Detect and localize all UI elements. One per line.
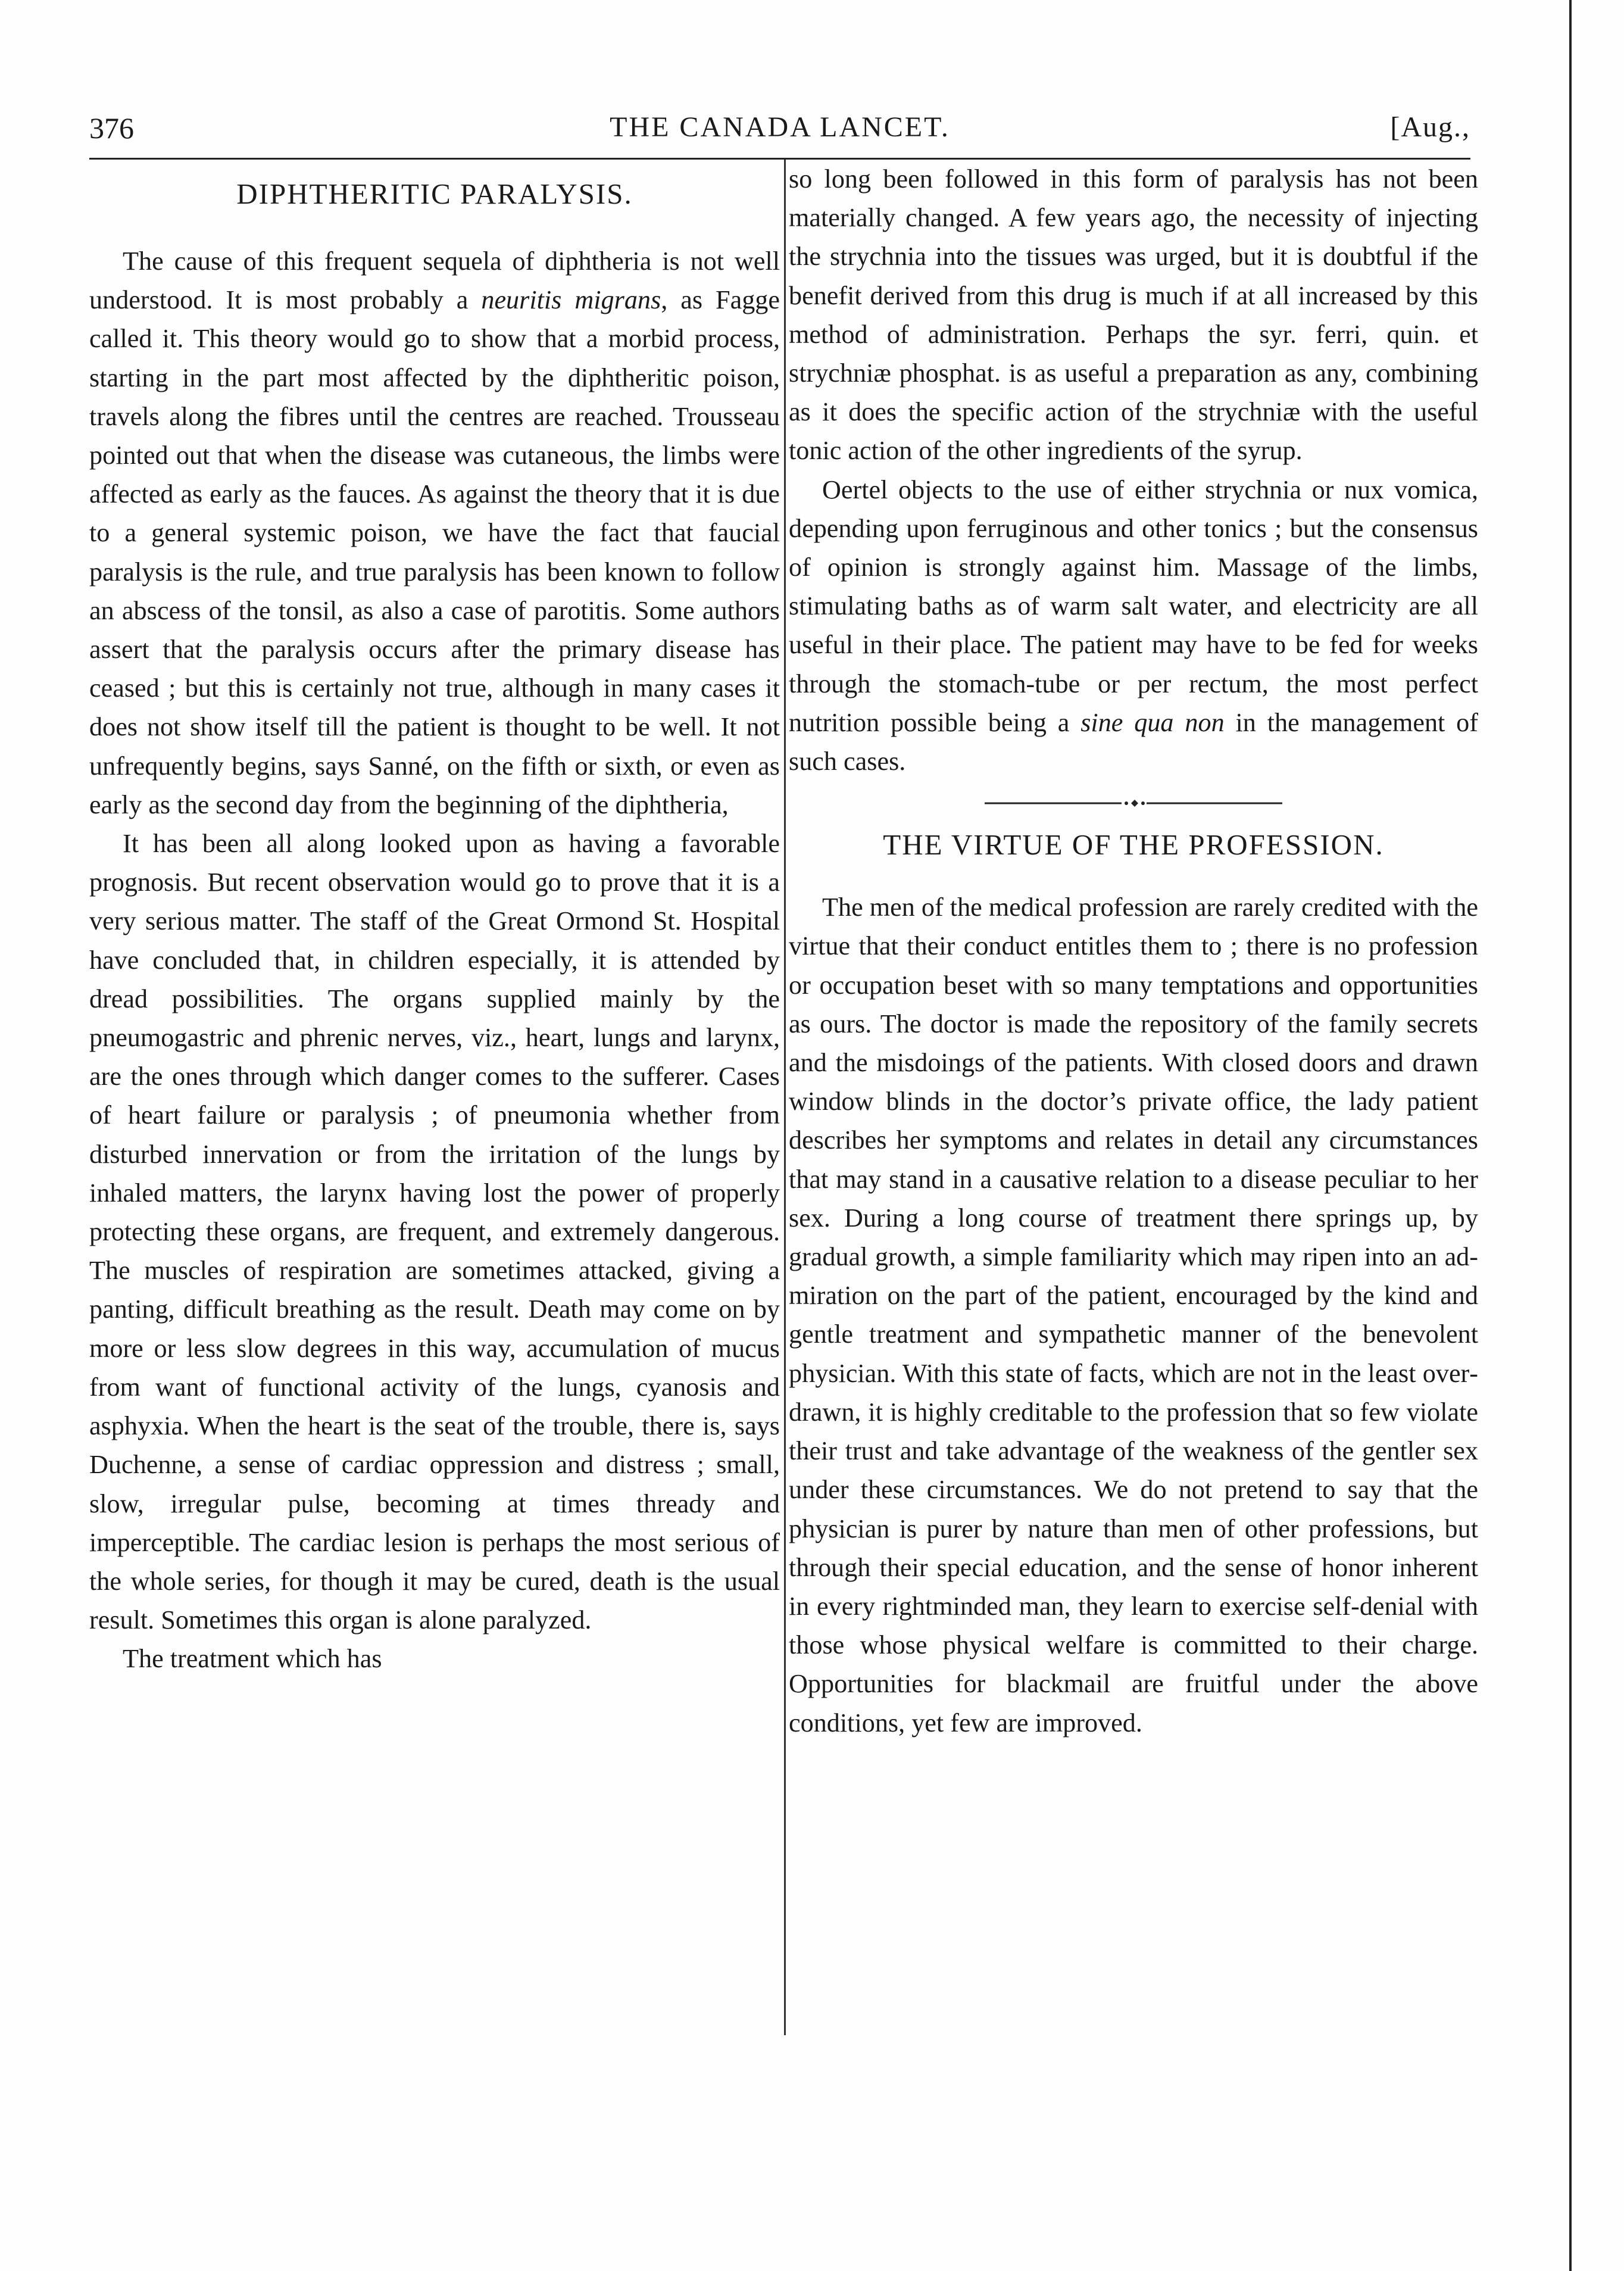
- paragraph: The men of the medical profession are rarely credited with the virtue that their conduct entitles them to ; there is no profession or occupation beset with so many temptations and opportunities as ours. The doctor is made the repository of the family secrets and the misdoings of the patients. With closed doors and drawn window blinds in the doctor’s private office, the lady patient describes her symptoms and relates in detail any circumstances that may stand in a causative relation to a disease peculiar to her sex. During a long course of treatment there springs up, by gradual growth, a simple familiarity which may ripen into an admiration on the part of the patient, encouraged by the kind and gentle treatment and sympathetic manner of the benevolent physician. With this state of facts, which are not in the least overdrawn, it is highly creditable to the profession that so few violate their trust and take advantage of the weakness of the gentler sex under these circumstances. We do not pretend to say that the physician is purer by nature than men of other professions, but through their special education, and the sense of honor inherent in every rightminded man, they learn to exercise self-denial with those whose physical welfare is committed to their charge. Opportunities for blackmail are fruitful under the above conditions, yet few are improved.: [789, 893, 1478, 1737]
- article-title-virtue-of-profession: THE VIRTUE OF THE PROFESSION.: [883, 828, 1384, 862]
- italic-phrase: neuritis migrans: [481, 285, 661, 315]
- italic-phrase: sine qua non: [1080, 707, 1225, 737]
- column-divider: [784, 160, 786, 2035]
- page-number: 376: [89, 111, 134, 145]
- right-column: [789, 160, 1478, 1742]
- binding-edge-rule: [1569, 0, 1572, 2271]
- article-title-diphtheritic-paralysis: DIPHTHERITIC PARALYSIS.: [236, 177, 633, 210]
- issue-label: [Aug.,: [1390, 111, 1470, 143]
- left-column: [89, 160, 780, 1679]
- journal-title: THE CANADA LANCET.: [610, 111, 950, 143]
- section-divider-ornament: [985, 797, 1282, 809]
- paragraph: Oertel objects to the use of either strychnia or nux vomica, depending upon ferruginous and other tonics ; but the consensus of opinion is strongly against him. Massage of the limbs, stimulating baths as of warm salt water, and electricity are all useful in their place. The patient may have to be fed for weeks through the stomach-tube or per rectum, the most perfect nutrition possible being a sine qua non in the management of such cases.: [789, 475, 1478, 776]
- running-header: [89, 111, 1470, 158]
- paragraph: It has been all along looked upon as having a favorable prognosis. But recent observation would go to prove that it is a very serious matter. The staff of the Great Ormond St. Hospital have concluded that, in children especially, it is attended by dread possibilities. The organs supplied mainly by the pneumogastric and phrenic nerves, viz., heart, lungs and larynx, are the ones through which danger comes to the sufferer. Cases of heart failure or paralysis ; of pneumonia whether from disturbed innervation or from the irritation of the lungs by inhaled matters, the larynx having lost the power of properly protecting these organs, are frequent, and extremely dangerous. The muscles of respiration are sometimes attacked, giving a panting, difficult breathing as the result. Death may come on by more or less slow degrees in this way, accumulation of mucus from want of functional activity of the lungs, cyanosis and asphyxia. When the heart is the seat of the trouble, there is, says Duchenne, a sense of cardiac oppression and distress ; small, slow, irregular pulse, becoming at times thready and imperceptible. The cardiac lesion is perhaps the most serious of the whole series, for though it may be cured, death is the usual result. Sometimes this organ is alone paralyzed.: [89, 829, 780, 1635]
- paragraph: The cause of this frequent sequela of diphtheria is not well understood. It is most probably a neuritis migrans, as Fagge called it. This theory would go to show that a morbid process, starting in the part most affected by the diphtheritic poison, travels along the fibres until the centres are reached. Trousseau pointed out that when the disease was cutaneous, the limbs were affected as early as the fauces. As against the theory that it is due to a general systemic poison, we have the fact that faucial paralysis is the rule, and true paralysis has been known to follow an abscess of the tonsil, as also a case of parotitis. Some authors assert that the paralysis occurs after the primary disease has ceased ; but this is certainly not true, although in many cases it does not show itself till the patient is thought to be well. It not unfrequently begins, says Sanné, on the fifth or sixth, or even as early as the second day from the beginning of the diphtheria,: [89, 247, 780, 819]
- paragraph-continued: The treatment which has: [123, 1644, 382, 1674]
- paragraph-continuation: so long been followed in this form of paralysis has not been materially changed. A few years ago, the necessity of injecting the strychnia into the tissues was urged, but it is doubtful if the benefit derived from this drug is much if at all increased by this method of administration. Perhaps the syr. ferri, quin. et strychniæ phosphat. is as useful a preparation as any, combining as it does the specific action of the strychniæ with the useful tonic action of the other ingredients of the syrup.: [789, 164, 1478, 466]
